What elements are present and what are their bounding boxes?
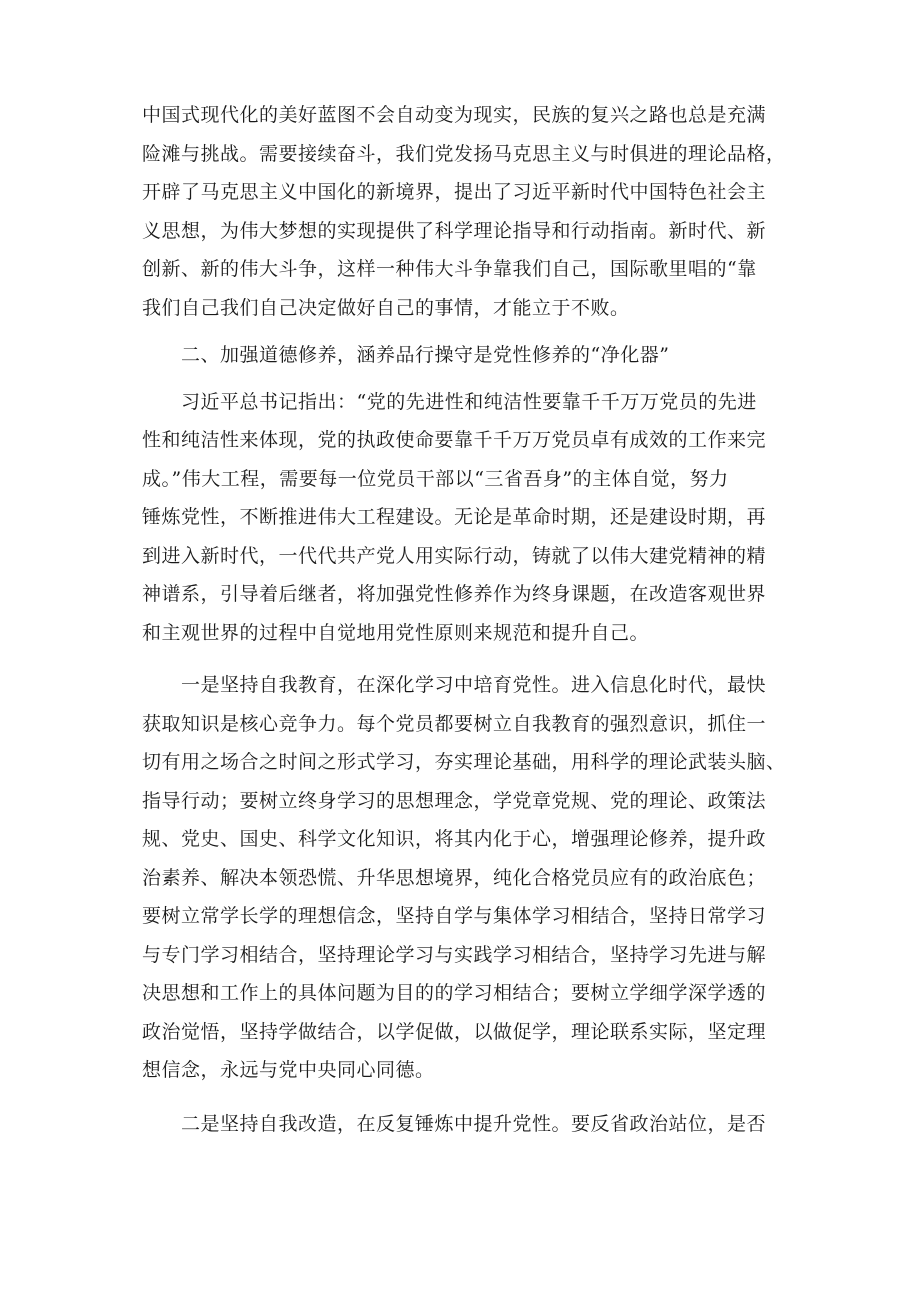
text-line: 神谱系，引导着后继者，将加强党性修养作为终身课题，在改造客观世界 (142, 583, 767, 605)
text-line: 险滩与挑战。需要接续奋斗，我们党发扬马克思主义与时俱进的理论品格， (142, 142, 786, 165)
paragraph-intro-continued (142, 96, 802, 327)
text-line: 开辟了马克思主义中国化的新境界，提出了习近平新时代中国特色社会主 (142, 181, 767, 203)
text-line: 成。”伟大工程，需要每一位党员干部以“三省吾身”的主体自觉，努力 (142, 467, 729, 490)
section-heading (142, 336, 802, 375)
text-line: 中国式现代化的美好蓝图不会自动变为现实，民族的复兴之路也总是充满 (142, 104, 767, 126)
text-line: 我们自己我们自己决定做好自己的事情，才能立于不败。 (142, 296, 630, 319)
text-line: 习近平总书记指出：“党的先进性和纯洁性要靠千千万万党员的先进 (142, 390, 757, 413)
text-line: 治素养、解决本领恐慌、升华思想境界，纯化合格党员应有的政治底色； (142, 866, 767, 889)
text-line: 政治觉悟，坚持学做结合，以学促做，以做促学，理论联系实际，坚定理 (142, 1020, 767, 1043)
text-line: 和主观世界的过程中自觉地用党性原则来规范和提升自己。 (142, 621, 650, 644)
text-line: 一是坚持自我教育，在深化学习中培育党性。进入信息化时代，最快 (142, 674, 767, 696)
text-line: 指导行动；要树立终身学习的思想理念，学党章党规、党的理论、政策法 (142, 789, 767, 812)
text-line: 性和纯洁性来体现，党的执政使命要靠千千万万党员卓有成效的工作来完 (142, 429, 767, 451)
paragraph-quote (142, 383, 802, 653)
text-line: 想信念，永远与党中央同心同德。 (142, 1059, 435, 1081)
paragraph-self-education (142, 666, 802, 1090)
text-line: 锤炼党性，不断推进伟大工程建设。无论是革命时期，还是建设时期，再 (142, 506, 767, 528)
text-line: 二是坚持自我改造，在反复锤炼中提升党性。要反省政治站位，是否 (142, 1112, 767, 1135)
text-line: 到进入新时代，一代代共产党人用实际行动，铸就了以伟大建党精神的精 (142, 544, 767, 567)
section-heading-text: 二、加强道德修养，涵养品行操守是党性修养的“净化器” (142, 344, 670, 366)
text-line: 义思想，为伟大梦想的实现提供了科学理论指导和行动指南。新时代、新 (142, 219, 767, 242)
text-line: 创新、新的伟大斗争，这样一种伟大斗争靠我们自己，国际歌里唱的“靠 (142, 258, 757, 280)
text-line: 规、党史、国史、科学文化知识，将其内化于心，增强理论修养，提升政 (142, 828, 767, 850)
text-line: 切有用之场合之时间之形式学习，夯实理论基础，用科学的理论武装头脑、 (142, 751, 786, 773)
text-line: 要树立常学长学的理想信念，坚持自学与集体学习相结合，坚持日常学习 (142, 905, 767, 927)
document-body (142, 96, 802, 1143)
text-line: 获取知识是核心竞争力。每个党员都要树立自我教育的强烈意识，抓住一 (142, 712, 767, 735)
text-line: 决思想和工作上的具体问题为目的的学习相结合；要树立学细学深学透的 (142, 982, 767, 1004)
paragraph-self-reform (142, 1105, 802, 1144)
text-line: 与专门学习相结合，坚持理论学习与实践学习相结合，坚持学习先进与解 (142, 943, 767, 966)
